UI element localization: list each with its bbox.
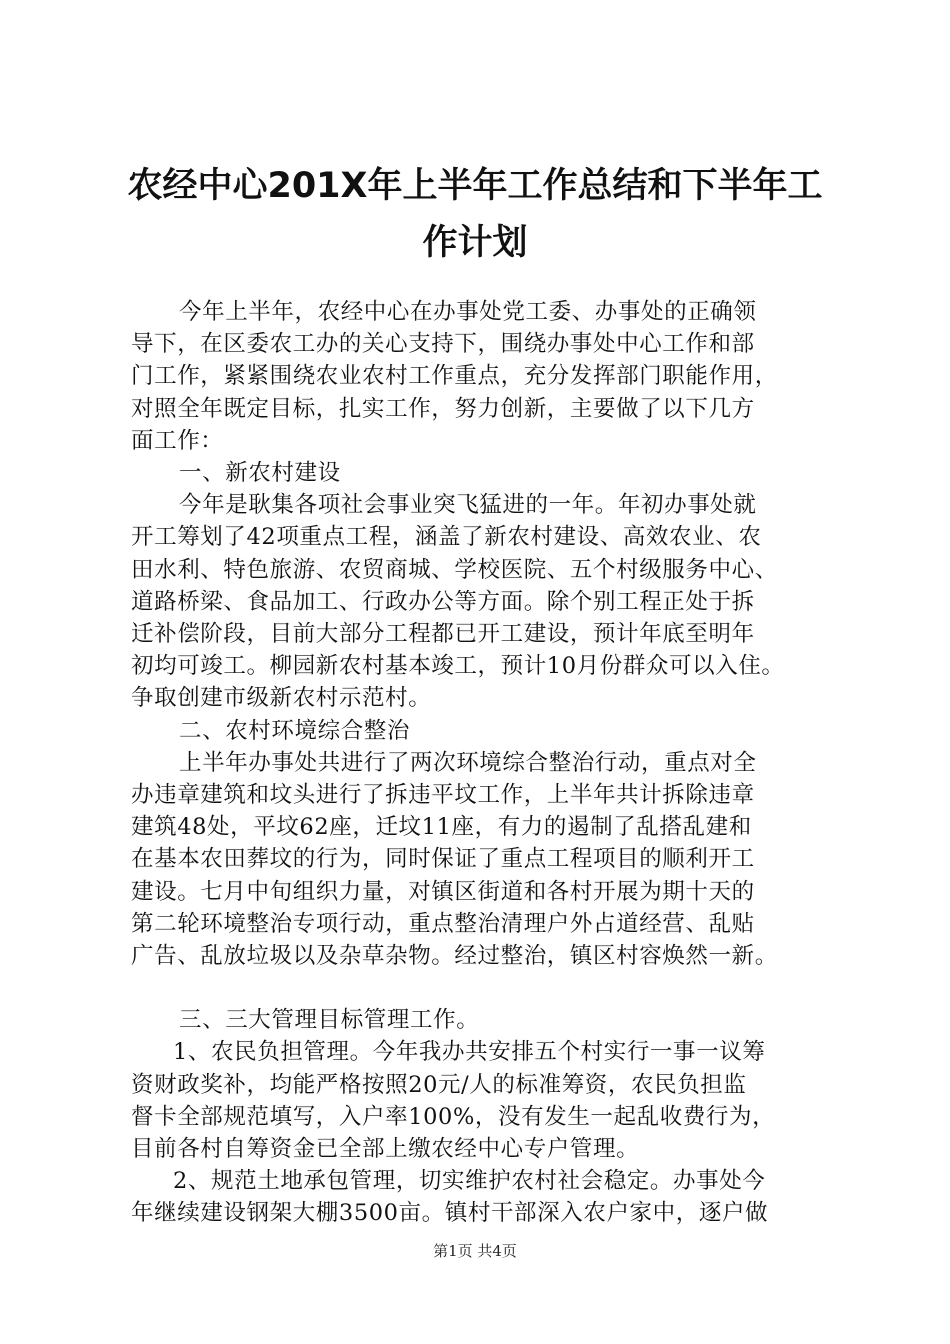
- paragraph-line: 督卡全部规范填写，入户率100%，没有发生一起乱收费行为，: [131, 1103, 776, 1130]
- paragraph-line: 开工筹划了42项重点工程，涵盖了新农村建设、高效农业、农: [131, 524, 762, 551]
- page-footer: 第1页 共4页: [433, 1242, 517, 1260]
- paragraph-line: 今年是耿集各项社会事业突飞猛进的一年。年初办事处就: [179, 492, 757, 519]
- paragraph-line: 今年上半年，农经中心在办事处党工委、办事处的正确领: [179, 299, 757, 325]
- section-heading: 一、新农村建设: [179, 460, 341, 487]
- paragraph-gap: [131, 972, 851, 1004]
- paragraph-line: 对照全年既定目标，扎实工作，努力创新，主要做了以下几方: [131, 395, 755, 422]
- section-heading: 三、三大管理目标管理工作。: [179, 1007, 480, 1034]
- paragraph-line: 初均可竣工。柳园新农村基本竣工，预计10月份群众可以入住。: [131, 653, 785, 680]
- paragraph-line: 道路桥梁、食品加工、行政办公等方面。除个别工程正处于拆: [131, 588, 755, 615]
- paragraph-line: 年继续建设钢架大棚3500亩。镇村干部深入农户家中，逐户做: [131, 1200, 769, 1227]
- paragraph-line: 资财政奖补，均能严格按照20元/人的标准筹资，农民负担监: [131, 1071, 747, 1098]
- paragraph-line: 迁补偿阶段，目前大部分工程都已开工建设，预计年底至明年: [131, 621, 755, 648]
- paragraph-line: 门工作，紧紧围绕农业农村工作重点，充分发挥部门职能作用，: [131, 363, 778, 390]
- paragraph-line: 在基本农田葬坟的行为，同时保证了重点工程项目的顺利开工: [131, 846, 755, 873]
- paragraph-line: 第二轮环境整治专项行动，重点整治清理户外占道经营、乱贴: [131, 910, 755, 937]
- paragraph-line: 建设。七月中旬组织力量，对镇区街道和各村开展为期十天的: [131, 878, 755, 905]
- paragraph-line: 建筑48处，平坟62座，迁坟11座，有力的遏制了乱搭乱建和: [131, 814, 752, 841]
- paragraph-line: 办违章建筑和坟头进行了拆违平坟工作，上半年共计拆除违章: [131, 782, 755, 809]
- paragraph-line: 广告、乱放垃圾以及杂草杂物。经过整治，镇区村容焕然一新。: [131, 943, 778, 970]
- paragraph-line: 面工作：: [131, 427, 224, 454]
- paragraph-line: 争取创建市级新农村示范村。: [131, 685, 432, 712]
- paragraph-line: 2、规范土地承包管理，切实维护农村社会稳定。办事处今: [173, 1168, 766, 1195]
- document-title-line-2: 作计划: [422, 223, 528, 263]
- paragraph-line: 田水利、特色旅游、农贸商城、学校医院、五个村级服务中心、: [131, 556, 778, 583]
- section-heading: 二、农村环境综合整治: [179, 717, 411, 744]
- document-body: [131, 296, 851, 1230]
- paragraph-line: 1、农民负担管理。今年我办共安排五个村实行一事一议筹: [173, 1039, 766, 1066]
- paragraph-line: 导下，在区委农工办的关心支持下，围绕办事处中心工作和部: [131, 331, 755, 358]
- paragraph-line: 目前各村自筹资金已全部上缴农经中心专户管理。: [131, 1136, 640, 1163]
- document-title-line-1: 农经中心201X年上半年工作总结和下半年工: [127, 166, 823, 206]
- paragraph-line: 上半年办事处共进行了两次环境综合整治行动，重点对全: [179, 749, 757, 776]
